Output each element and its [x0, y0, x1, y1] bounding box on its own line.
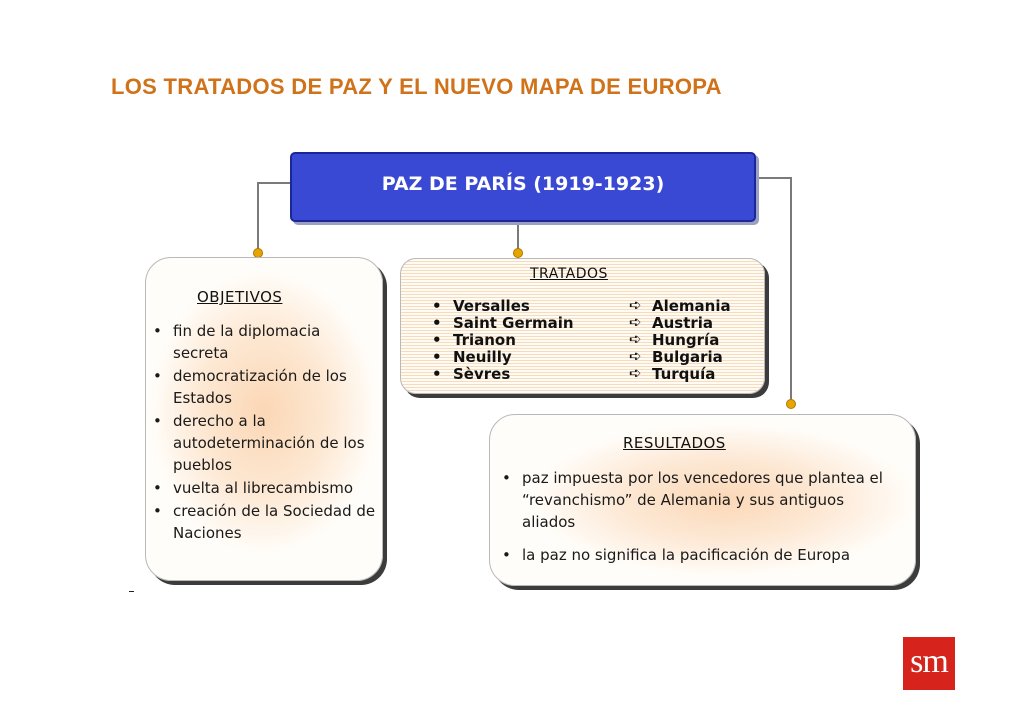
objetivos-heading: OBJETIVOS	[197, 288, 283, 306]
treaty-name: Trianon	[453, 331, 516, 349]
tratados-card	[400, 258, 765, 394]
list-item: • creación de la Sociedad de Naciones	[153, 502, 376, 542]
resultados-card	[489, 414, 916, 586]
sm-logo-text: sm	[910, 642, 948, 680]
objetivos-list	[147, 320, 379, 544]
sm-logo	[903, 637, 955, 690]
tratados-heading: TRATADOS	[530, 266, 608, 282]
treaty-row: • Saint Germain ➪ Austria	[432, 313, 714, 332]
arrow-icon: ➪	[629, 347, 642, 365]
treaty-name: Sèvres	[453, 365, 511, 383]
treaty-country: Hungría	[652, 331, 720, 349]
treaty-name: Versalles	[453, 297, 530, 315]
divider	[129, 591, 134, 592]
list-item: • paz impuesta por los vencedores que plantea el “revanchismo” de Alemania y sus antiguos aliados	[502, 469, 883, 531]
arrow-icon: ➪	[629, 330, 642, 348]
treaty-row: • Versalles ➪ Alemania	[432, 296, 731, 315]
treaty-name: Saint Germain	[453, 314, 574, 332]
arrow-icon: ➪	[629, 364, 642, 382]
resultados-heading: RESULTADOS	[623, 434, 726, 452]
list-item: • fin de la diplomacia secreta	[153, 322, 321, 362]
list-item: • la paz no significa la pacificación de Europa	[502, 546, 851, 564]
list-item: • vuelta al librecambismo	[153, 479, 354, 497]
treaty-country: Alemania	[652, 297, 731, 315]
list-item: • democratización de los Estados	[153, 367, 347, 407]
arrow-icon: ➪	[629, 313, 642, 331]
treaty-name: Neuilly	[453, 348, 512, 366]
treaty-country: Bulgaria	[652, 348, 723, 366]
objetivos-card	[145, 257, 383, 581]
connector-objetivos	[258, 183, 290, 252]
root-node	[290, 152, 756, 222]
connector-dot-resultados	[787, 400, 796, 409]
resultados-list	[496, 467, 896, 566]
root-node-label: PAZ DE PARÍS (1919-1923)	[381, 173, 665, 195]
arrow-icon: ➪	[629, 296, 642, 314]
list-item: • derecho a la autodeterminación de los pueblos	[153, 412, 365, 474]
treaty-country: Turquía	[652, 365, 716, 383]
treaty-row: • Neuilly ➪ Bulgaria	[432, 347, 723, 366]
connector-dot-tratados	[514, 249, 523, 258]
treaty-row: • Sèvres ➪ Turquía	[432, 364, 716, 383]
page-title: LOS TRATADOS DE PAZ Y EL NUEVO MAPA DE EUROPA	[111, 74, 722, 99]
treaty-row: • Trianon ➪ Hungría	[432, 330, 720, 349]
treaty-country: Austria	[652, 314, 714, 332]
